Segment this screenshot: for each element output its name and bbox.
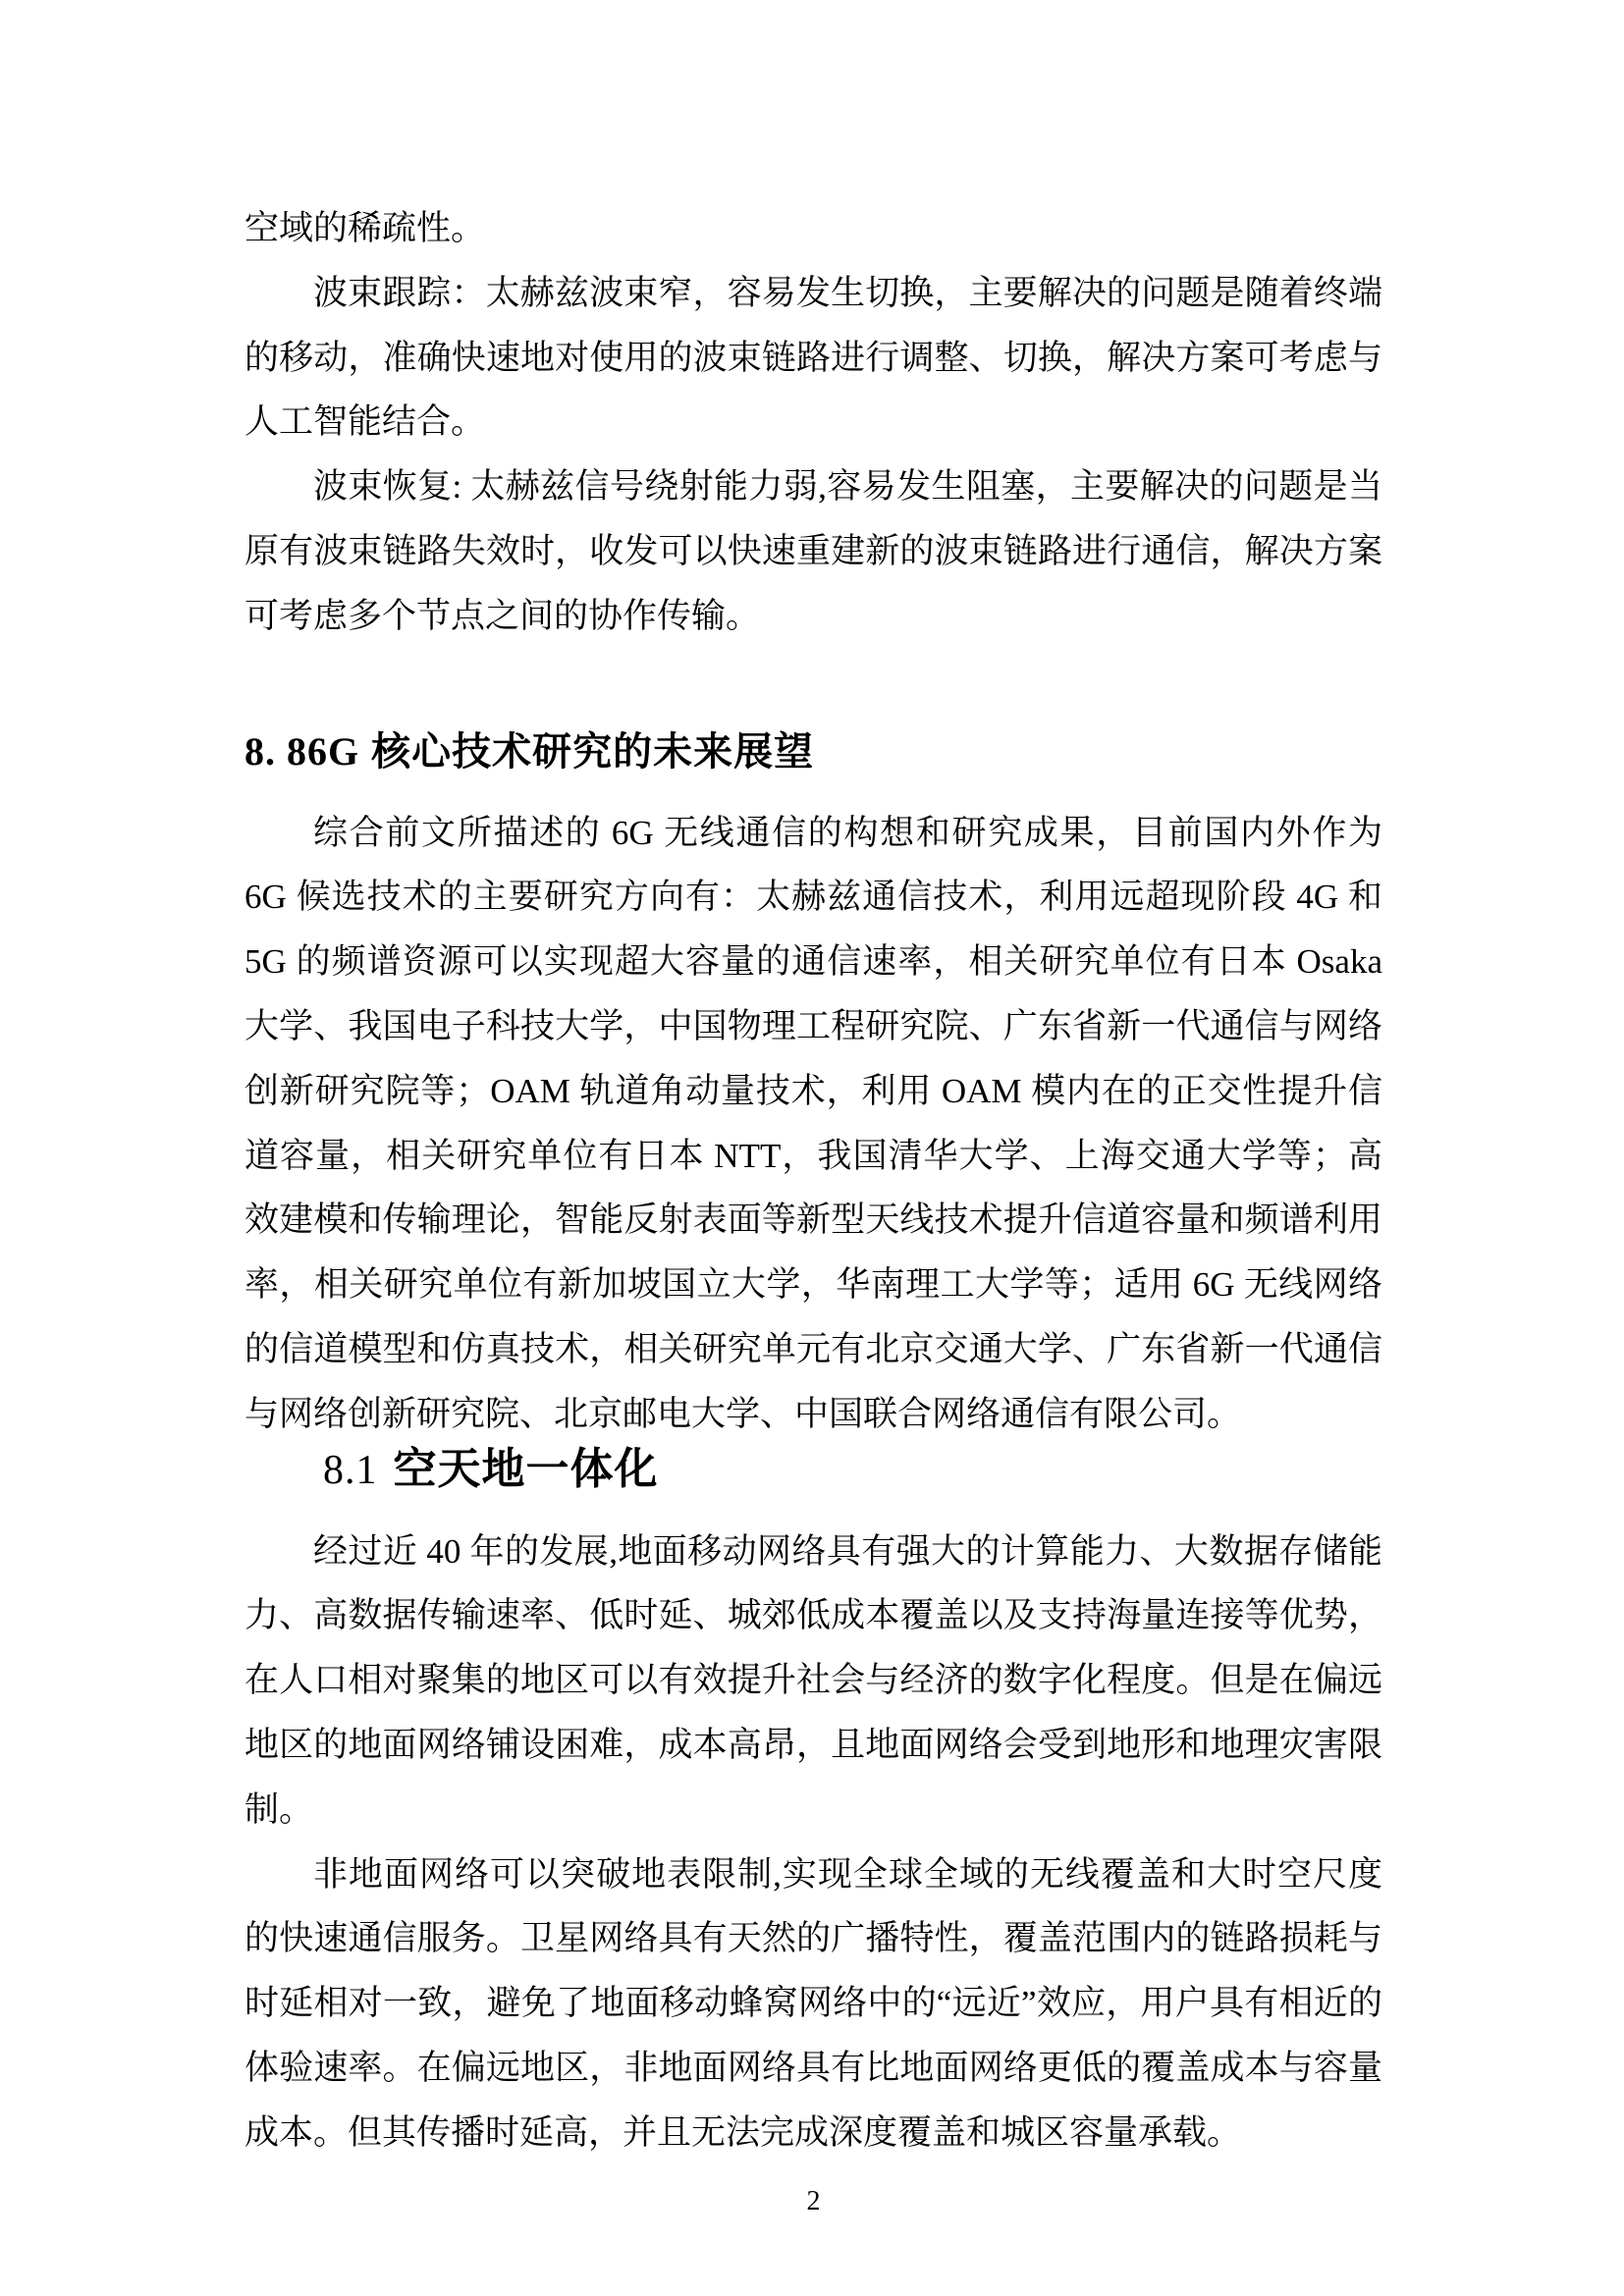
paragraph-non-terrestrial-networks: 非地面网络可以突破地表限制,实现全球全域的无线覆盖和大时空尺度的快速通信服务。卫星网络具有天然的广播特性，覆盖范围内的链路损耗与时延相对一致，避免了地面移动蜂窝网络中的“远近”效应，用户具有相近的体验速率。在偏远地区，非地面网络具有比地面网络更低的覆盖成本与容量成本。但其传播时延高，并且无法完成深度覆盖和城区容量承载。: [244, 1854, 1382, 2152]
subsection-heading-number: 8.1: [323, 1447, 378, 1493]
paragraph-beam-tracking: 波束跟踪：太赫兹波束窄，容易发生切换，主要解决的问题是随着终端的移动，准确快速地对使用的波束链路进行调整、切换，解决方案可考虑与人工智能结合。: [244, 273, 1382, 442]
paragraph-research-overview: 综合前文所描述的 6G 无线通信的构想和研究成果，目前国内外作为 6G 候选技术的主要研究方向有：太赫兹通信技术，利用远超现阶段 4G 和 5G 的频谱资源可以实现超大容量的通信速率，相关研究单位有日本 Osaka 大学、我国电子科技大学，中国物理工程研究院、广东省新一代通信与网络创新研究院等；OAM 轨道角动量技术，利用 OAM 模内在的正交性提升信道容量，相关研究单位有日本 NTT，我国清华大学、上海交通大学等；高效建模和传输理论，智能反射表面等新型天线技术提升信道容量和频谱利用率，相关研究单位有新加坡国立大学，华南理工大学等；适用 6G 无线网络的信道模型和仿真技术，相关研究单元有北京交通大学、广东省新一代通信与网络创新研究院、北京邮电大学、中国联合网络通信有限公司。: [244, 813, 1382, 1433]
paragraph-beam-recovery: 波束恢复: 太赫兹信号绕射能力弱,容易发生阻塞，主要解决的问题是当原有波束链路失效时，收发可以快速重建新的波束链路进行通信，解决方案可考虑多个节点之间的协作传输。: [244, 467, 1382, 635]
section-heading-title: 核心技术研究的未来展望: [371, 729, 815, 774]
section-heading-number: 8. 86G: [244, 728, 360, 774]
subsection-heading-title: 空天地一体化: [393, 1444, 659, 1493]
section-heading: [244, 720, 1382, 784]
page-number: 2: [806, 2185, 821, 2216]
page-content: [244, 196, 1382, 2216]
paragraph-terrestrial-networks: 经过近 40 年的发展,地面移动网络具有强大的计算能力、大数据存储能力、高数据传输速率、低时延、城郊低成本覆盖以及支持海量连接等优势，在人口相对聚集的地区可以有效提升社会与经济的数字化程度。但是在偏远地区的地面网络铺设困难，成本高昂，且地面网络会受到地形和地理灾害限制。: [244, 1531, 1382, 1829]
paragraph-fragment: 空域的稀疏性。: [244, 209, 486, 247]
